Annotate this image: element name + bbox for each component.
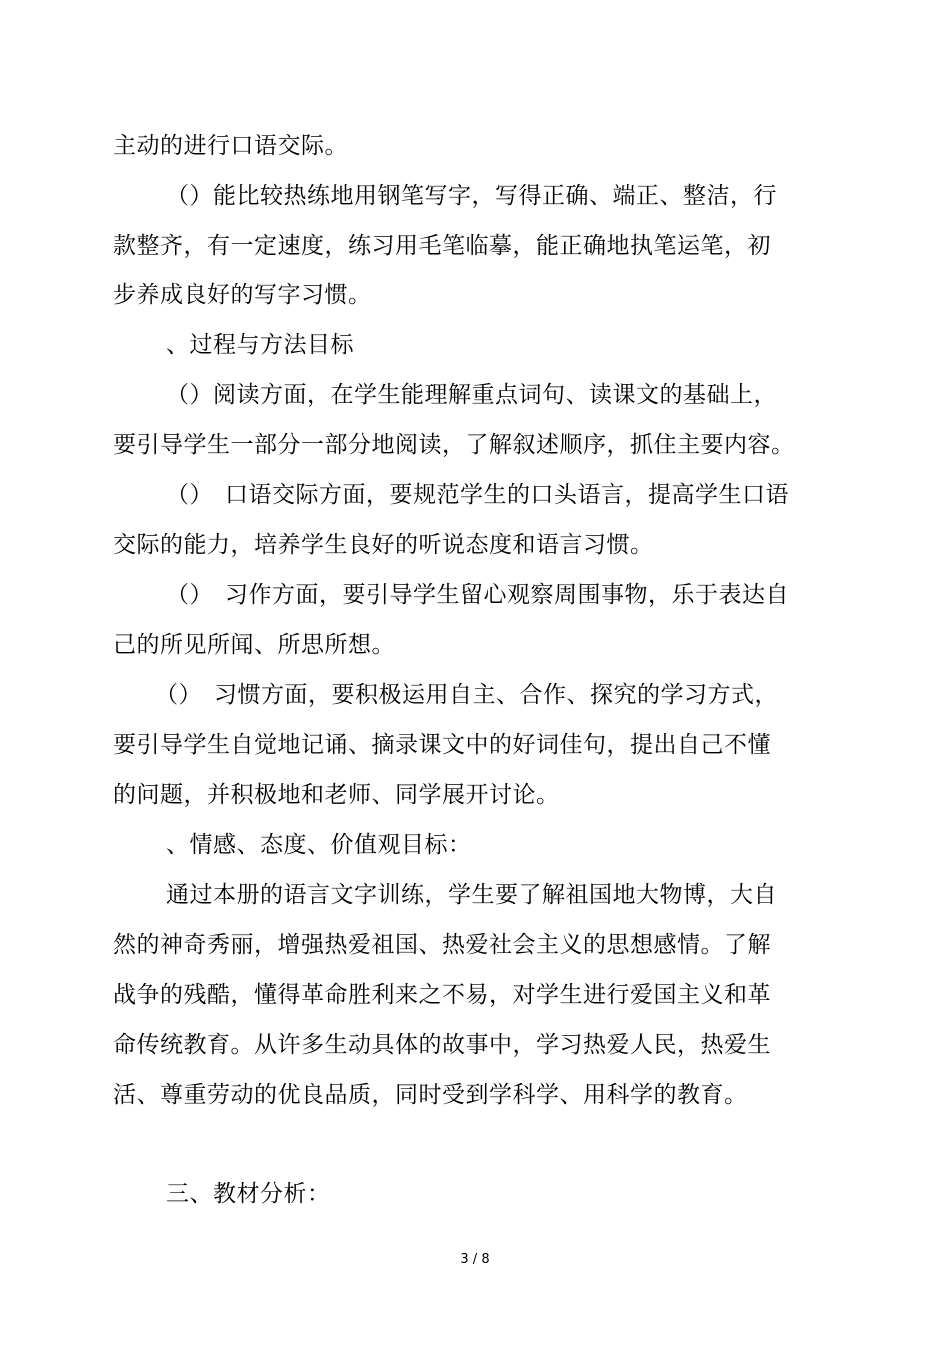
section-heading: 三、教材分析：	[166, 1181, 331, 1207]
text-line: （） 习作方面，要引导学生留心观察周围事物，乐于表达自	[166, 582, 789, 608]
page-number: 3 / 8	[460, 1252, 490, 1267]
text-line: 命传统教育。从许多生动具体的故事中，学习热爱人民，热爱生	[113, 1032, 771, 1058]
section-heading: 、过程与方法目标	[166, 332, 354, 358]
text-line: 己的所见所闻、所思所想。	[113, 632, 395, 658]
text-line: 的问题，并积极地和老师、同学展开讨论。	[113, 782, 560, 808]
section-heading: 、情感、态度、价值观目标：	[166, 832, 472, 858]
text-line: 要引导学生自觉地记诵、摘录课文中的好词佳句，提出自己不懂	[113, 732, 771, 758]
text-line: 然的神奇秀丽，增强热爱祖国、热爱社会主义的思想感情。了解	[113, 932, 771, 958]
text-line: 主动的进行口语交际。	[113, 133, 348, 159]
text-line: 战争的残酷，懂得革命胜利来之不易，对学生进行爱国主义和革	[113, 982, 771, 1008]
text-line: 步养成良好的写字习惯。	[113, 282, 372, 308]
text-line: 通过本册的语言文字训练，学生要了解祖国地大物博，大自	[166, 882, 777, 908]
text-line: 要引导学生一部分一部分地阅读，了解叙述顺序，抓住主要内容。	[113, 432, 795, 458]
text-line: （）能比较热练地用钢笔写字，写得正确、端正、整洁，行	[166, 183, 777, 209]
text-line: 活、尊重劳动的优良品质，同时受到学科学、用科学的教育。	[113, 1082, 748, 1108]
text-line: （）阅读方面，在学生能理解重点词句、读课文的基础上，	[166, 382, 777, 408]
text-line: （） 习惯方面，要积极运用自主、合作、探究的学习方式，	[155, 682, 778, 708]
text-line: 交际的能力，培养学生良好的听说态度和语言习惯。	[113, 532, 654, 558]
text-line: （） 口语交际方面，要规范学生的口头语言，提高学生口语	[166, 482, 789, 508]
text-line: 款整齐，有一定速度，练习用毛笔临摹，能正确地执笔运笔，初	[113, 233, 771, 259]
